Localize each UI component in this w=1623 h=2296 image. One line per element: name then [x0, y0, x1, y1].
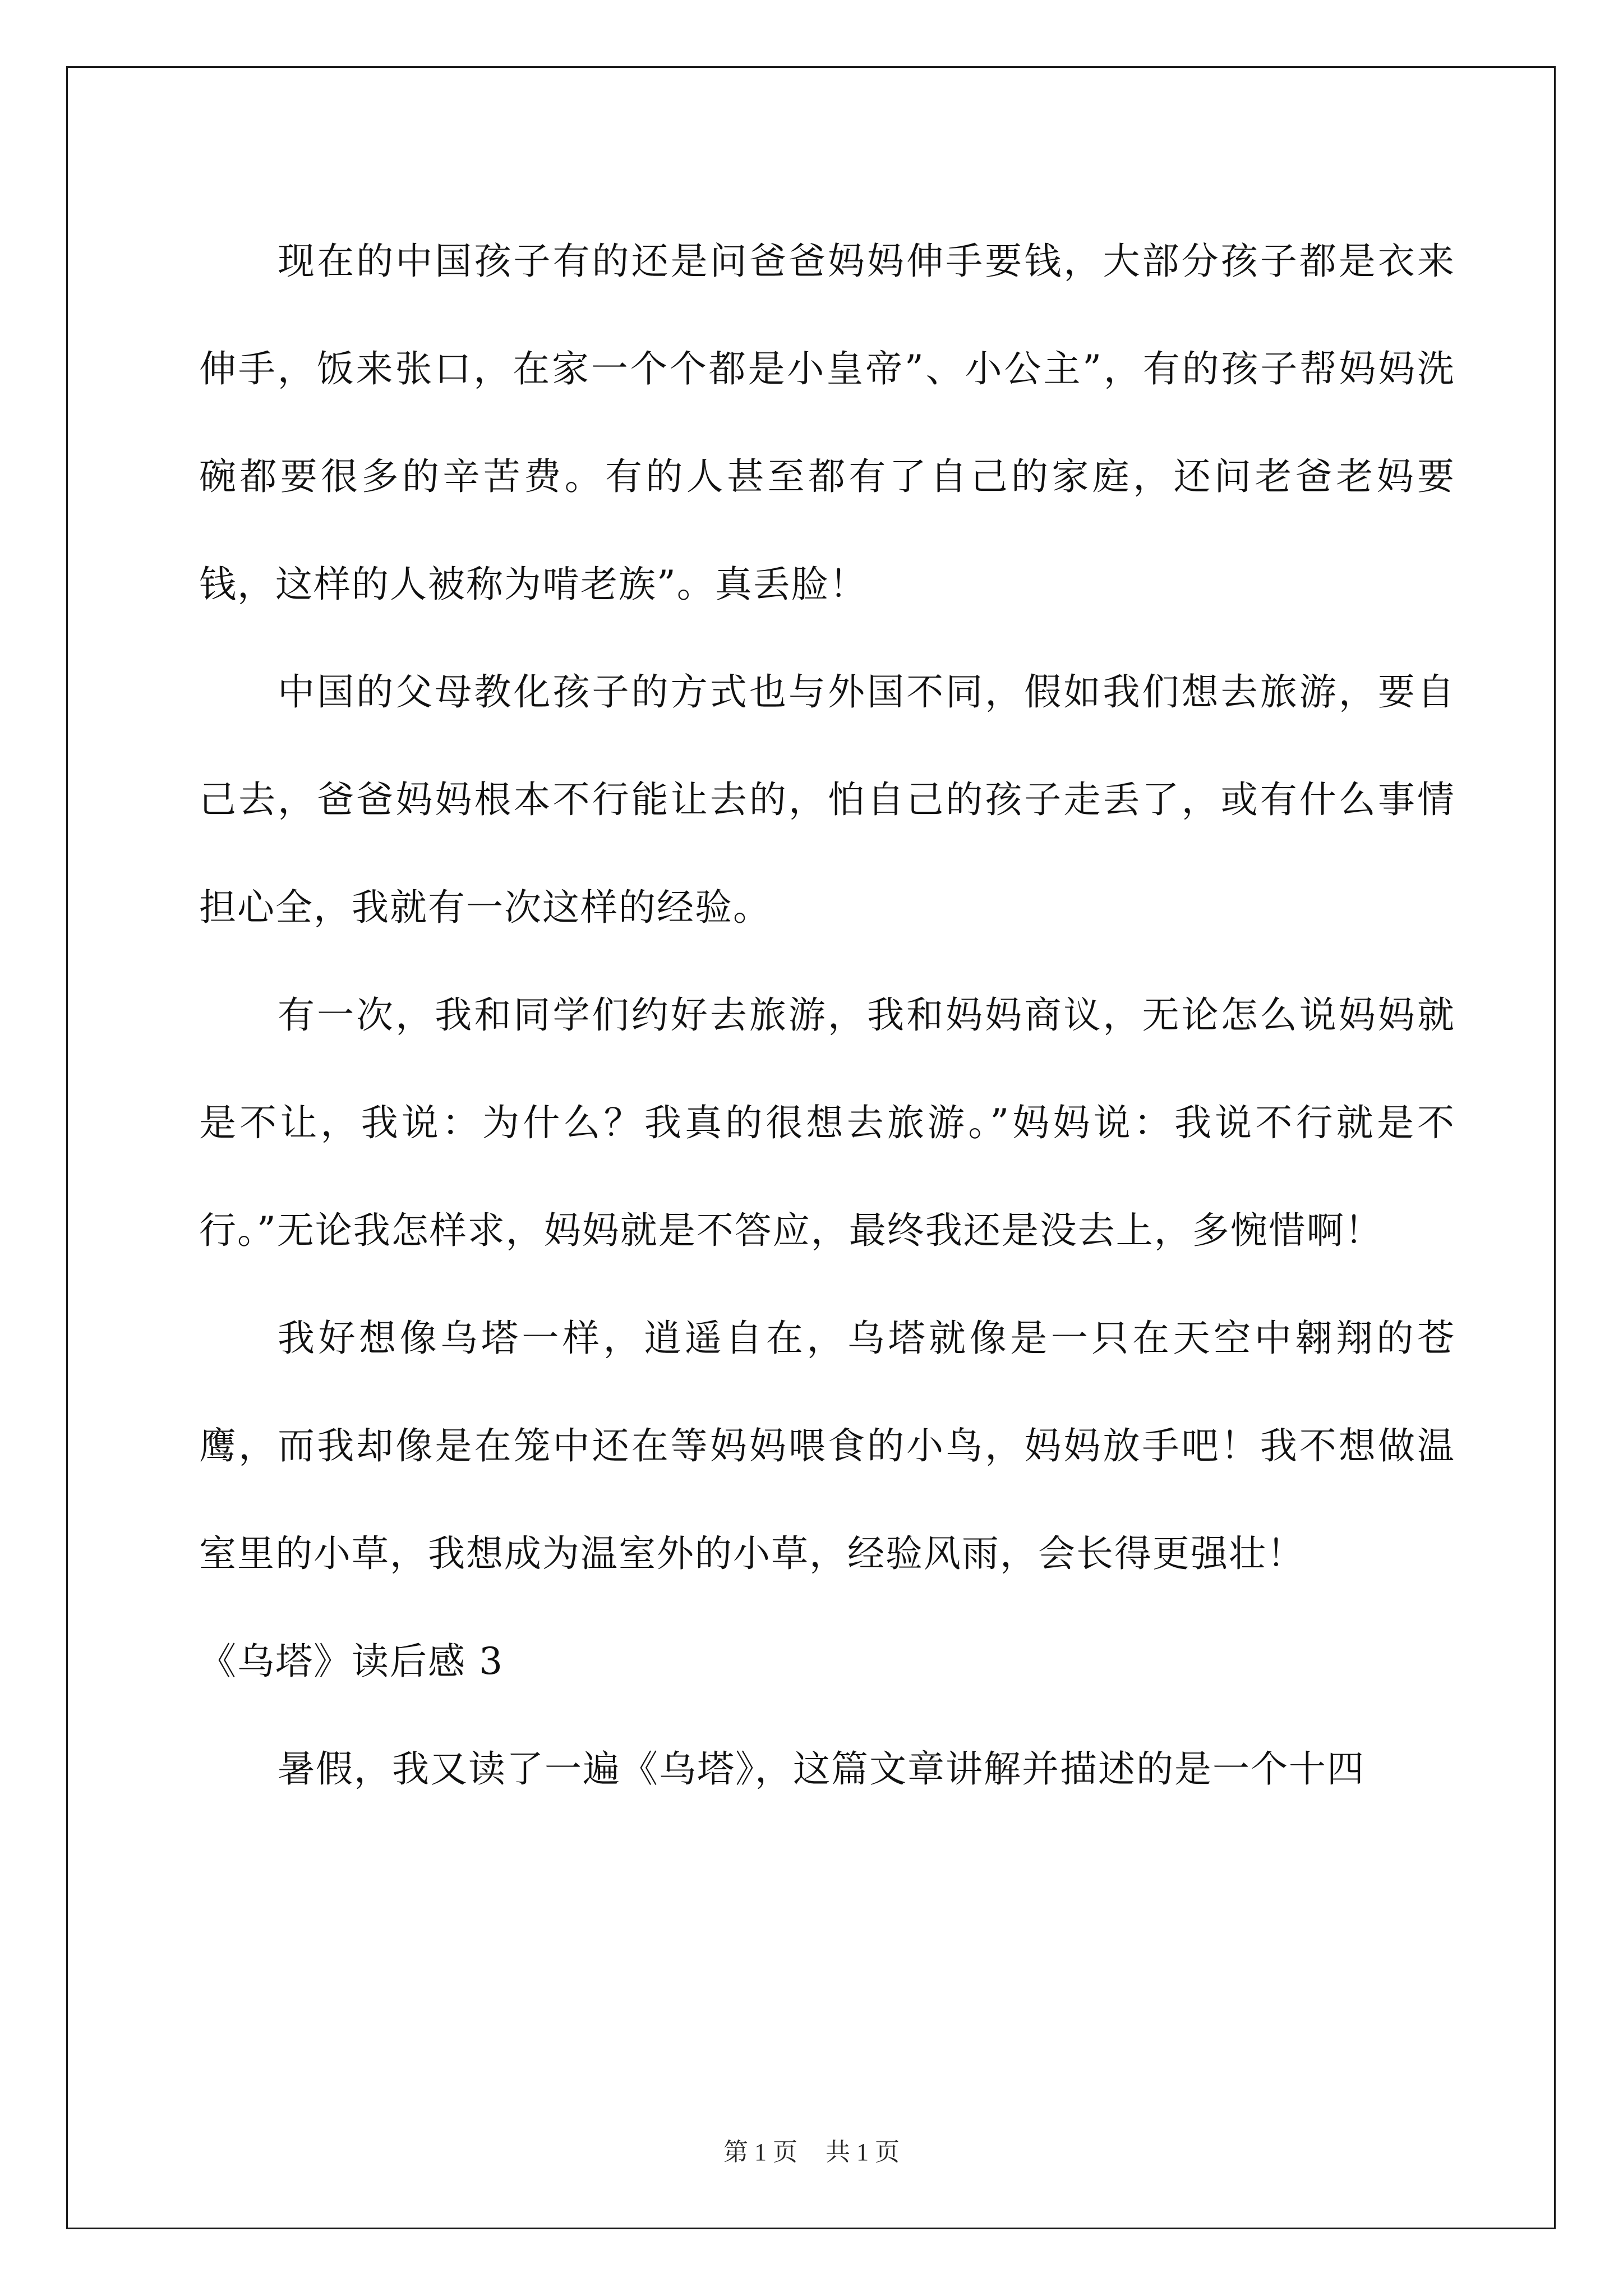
paragraph: 现在的中国孩子有的还是问爸爸妈妈伸手要钱，大部分孩子都是衣来伸手，饭来张口，在家一个个都是小皇帝”、小公主”，有的孩子帮妈妈洗碗都要很多的辛苦费。有的人甚至都有了自己的家庭，还问老爸老妈要钱，这样的人被称为啃老族”。真丢脸！	[199, 240, 1455, 606]
paragraph: 中国的父母教化孩子的方式也与外国不同，假如我们想去旅游，要自己去，爸爸妈妈根本不行能让去的，怕自己的孩子走丢了，或有什么事情担心全，我就有一次这样的经验。	[199, 670, 1455, 929]
paragraph: 有一次，我和同学们约好去旅游，我和妈妈商议，无论怎么说妈妈就是不让，我说：为什么？我真的很想去旅游。”妈妈说：我说不行就是不行。”无论我怎样求，妈妈就是不答应，最终我还是没去上，多惋惜啊！	[199, 993, 1455, 1252]
section-title: 《乌塔》读后感 3	[199, 1640, 504, 1683]
page-footer	[0, 2132, 1623, 2168]
paragraph: 我好想像乌塔一样，逍遥自在，乌塔就像是一只在天空中翱翔的苍鹰，而我却像是在笼中还在等妈妈喂食的小鸟，妈妈放手吧！我不想做温室里的小草，我想成为温室外的小草，经验风雨，会长得更强壮！	[199, 1317, 1455, 1575]
paragraph: 暑假，我又读了一遍《乌塔》，这篇文章讲解并描述的是一个十四	[278, 1747, 1365, 1791]
page-number: 第 1 页	[723, 2138, 797, 2166]
document-body	[199, 208, 1455, 1823]
page-total: 共 1 页	[826, 2138, 900, 2166]
